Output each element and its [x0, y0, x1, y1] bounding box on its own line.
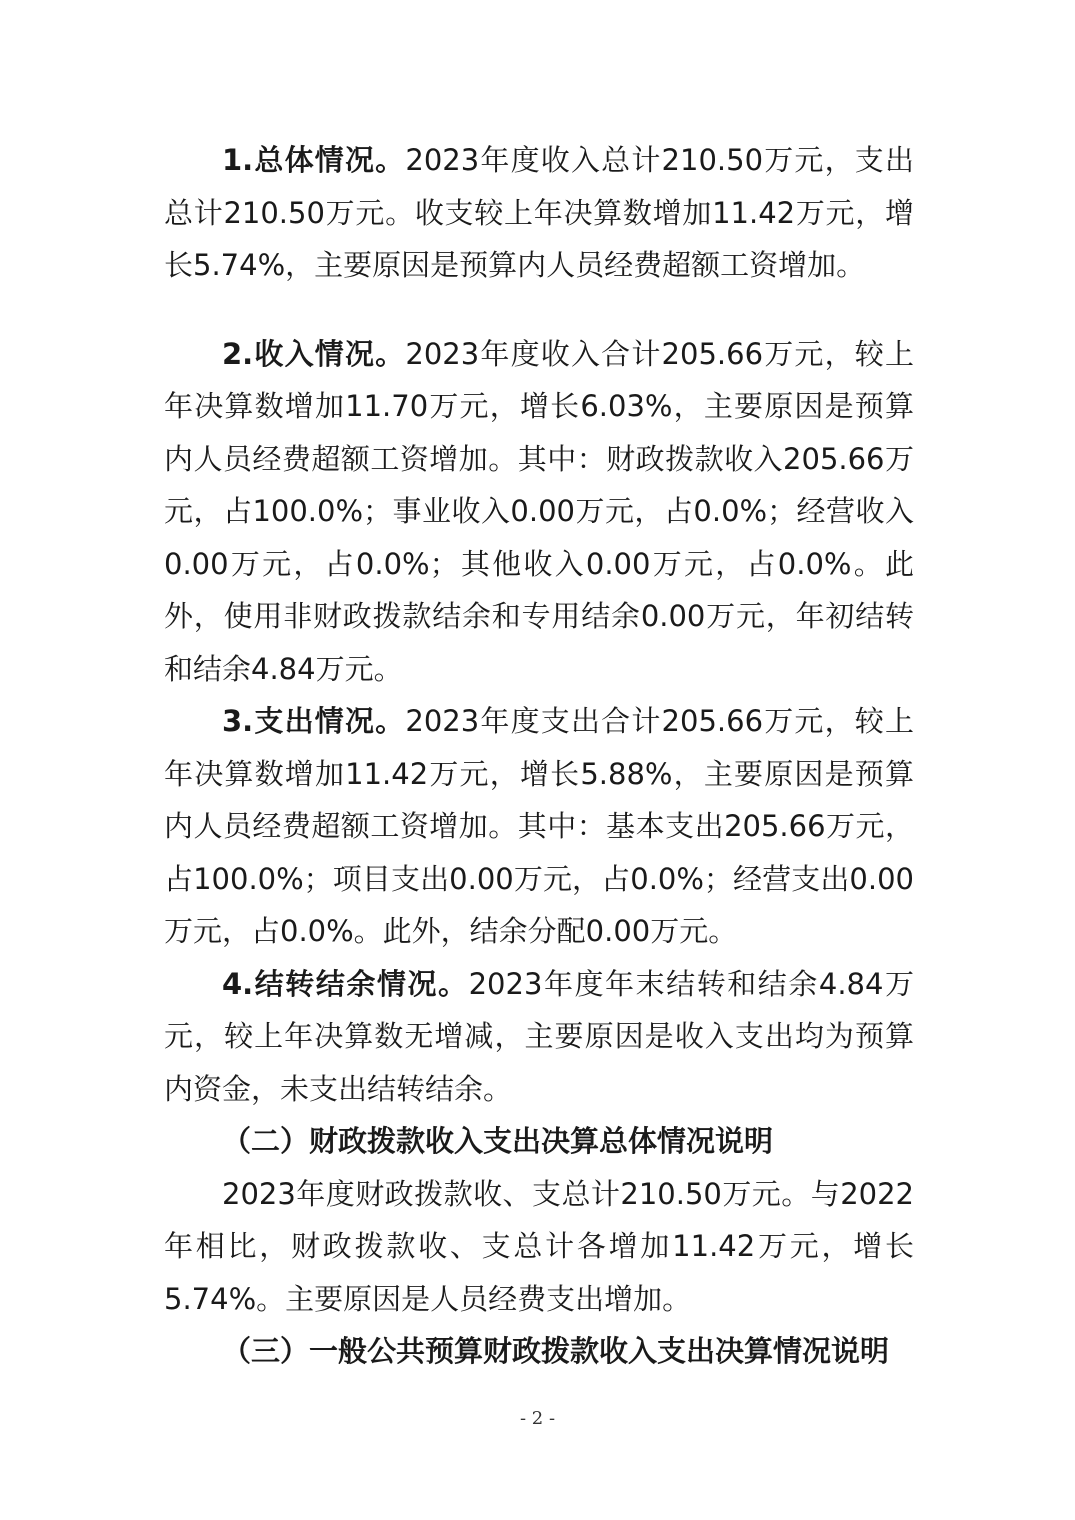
- expenditure-lead: 3.支出情况。: [222, 704, 406, 738]
- income-lead: 2.收入情况。: [222, 336, 406, 371]
- overall-text: 2023年度收入总计210.50万元，支出总计210.50万元。收支较上年决算数增加11.42万元，增长5.74%，主要原因是预算内人员经费超额工资增加。: [164, 143, 914, 282]
- carryover-text: 2023年度年末结转和结余4.84万元，较上年决算数无增减，主要原因是收入支出均为预算内资金，未支出结转结余。: [164, 966, 915, 1106]
- carryover-lead: 4.结转结余情况。: [222, 966, 469, 1001]
- income-text: 2023年度收入合计205.66万元，较上年决算数增加11.70万元，增长6.03%，主要原因是预算内人员经费超额工资增加。其中：财政拨款收入205.66万元，占100.0%；事业收入0.00万元，占0.0%；经营收入0.00万元，占0.0%；其他收入0.00万元，占0.0%。此外，使用非财政拨款结余和专用结余0.00万元，年初结转和结余4.84万元。: [164, 336, 914, 686]
- expenditure-paragraph: [164, 695, 914, 958]
- fiscal-summary-paragraph: 2023年度财政拨款收、支总计210.50万元。与2022年相比，财政拨款收、支总计各增加11.42万元，增长5.74%。主要原因是人员经费支出增加。: [164, 1176, 914, 1316]
- overall-paragraph: [164, 134, 914, 292]
- overall-lead: 1.总体情况。: [222, 143, 406, 177]
- expenditure-text: 2023年度支出合计205.66万元，较上年决算数增加11.42万元，增长5.88%，主要原因是预算内人员经费超额工资增加。其中：基本支出205.66万元，占100.0%；项目支出0.00万元，占0.0%；经营支出0.00万元，占0.0%。此外，结余分配0.00万元。: [164, 704, 914, 948]
- page-number: - 2 -: [519, 1408, 556, 1429]
- income-paragraph: [164, 328, 914, 696]
- paragraph-gap: [164, 292, 914, 328]
- carryover-paragraph: [164, 958, 914, 1116]
- section-heading-two: （二）财政拨款收入支出决算总体情况说明: [222, 1124, 774, 1158]
- section-heading-three: （三）一般公共预算财政拨款收入支出决算情况说明: [222, 1334, 890, 1368]
- document-body: [164, 134, 914, 1378]
